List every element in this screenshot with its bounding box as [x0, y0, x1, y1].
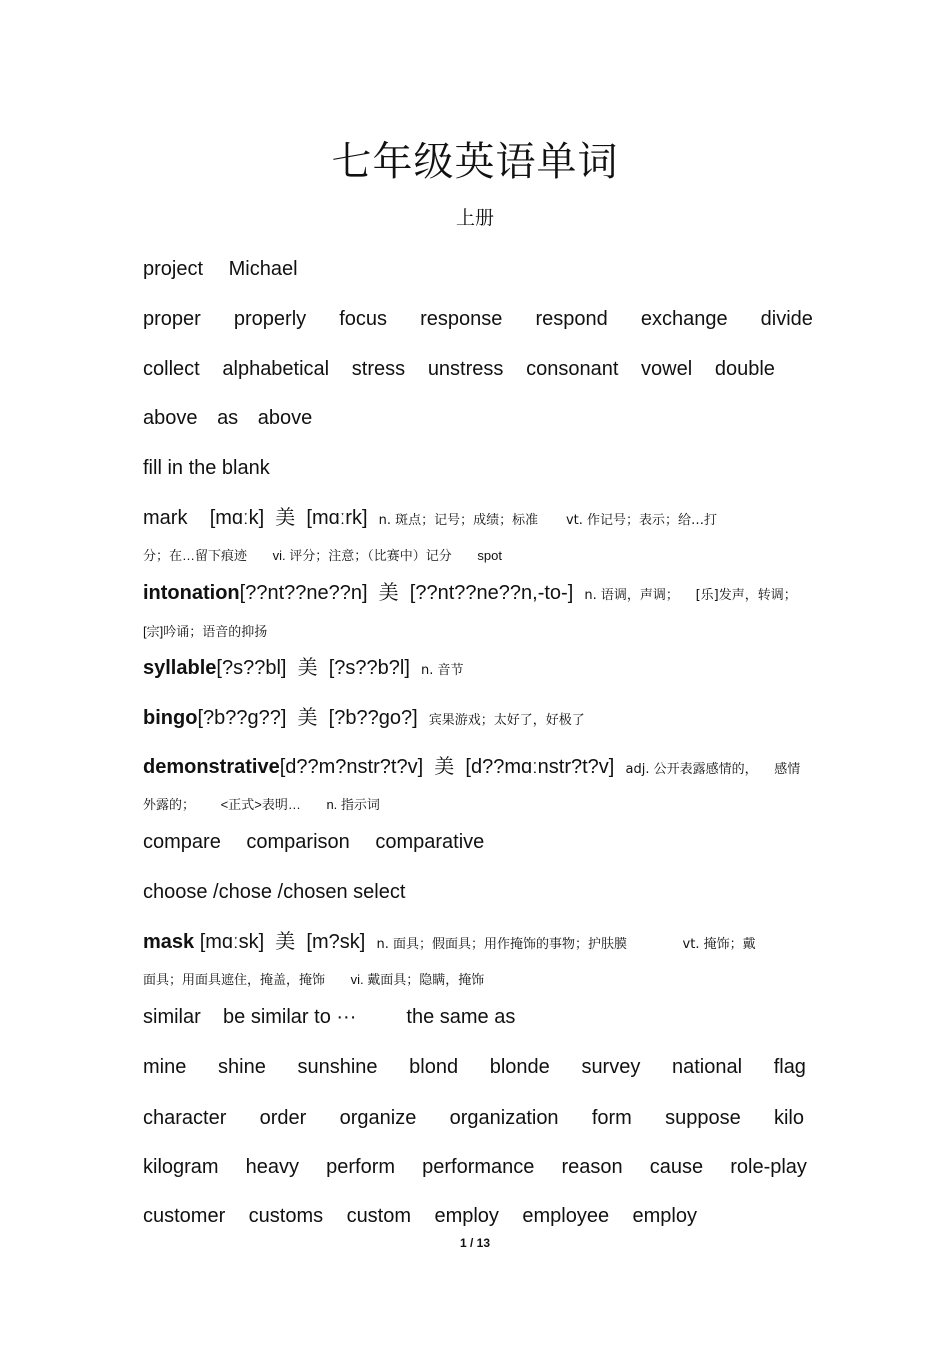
word: comparative: [375, 831, 485, 853]
definition: [乐]发声，转调；: [695, 588, 797, 603]
word-line-8: [143, 1155, 807, 1179]
definition: vt. 作记号；表示；给…打: [565, 513, 718, 528]
word: kilo: [773, 1107, 804, 1129]
word: proper: [143, 308, 201, 330]
word: as above: [217, 407, 313, 429]
word: organization: [449, 1107, 559, 1129]
word: be similar to ···: [223, 1006, 357, 1028]
word-line-compare: [143, 830, 813, 854]
definition: vt. 掩饰；戴: [682, 937, 756, 952]
definition: n. 语调，声调；: [584, 588, 679, 603]
word: consonant: [526, 358, 619, 380]
word-line-6: [143, 1055, 806, 1079]
page-title: 七年级英语单词: [331, 139, 619, 185]
entry-intonation-continued: [143, 621, 289, 640]
word: customer: [143, 1205, 226, 1227]
ipa-uk: [mɑːk]: [209, 507, 265, 529]
word: organize: [339, 1107, 417, 1129]
word: role-play: [730, 1156, 807, 1178]
definition: 宾果游戏；太好了，好极了: [428, 713, 585, 728]
entry-mask: [143, 930, 813, 957]
word-line-9: [143, 1204, 697, 1228]
us-label: 美: [275, 507, 296, 529]
definition: n. 指示词: [326, 797, 380, 812]
entry-mask-continued: [143, 969, 506, 988]
definition: n. 面具；假面具；用作掩饰的事物；护肤膜: [376, 937, 627, 952]
entry-word: mask: [143, 931, 195, 953]
definition: adj. 公开表露感情的，: [625, 762, 758, 777]
us-label: 美: [275, 931, 296, 953]
definition: 面具；用面具遮住，掩盖，掩饰: [143, 972, 326, 987]
word: alphabetical: [222, 358, 330, 380]
ipa-uk: [?b??g??]: [197, 707, 287, 729]
word: kilogram: [143, 1156, 219, 1178]
word: national: [671, 1056, 743, 1078]
ipa-us: [?s??b?l]: [328, 657, 410, 679]
ipa-us: [mɑːrk]: [306, 507, 368, 529]
word: unstress: [427, 358, 504, 380]
word: divide: [760, 308, 813, 330]
ipa-uk: [d??m?nstr?t?v]: [279, 756, 424, 778]
word: order: [259, 1107, 307, 1129]
ipa-us: [d??mɑːnstr?t?v]: [465, 756, 615, 778]
word: respond: [535, 308, 608, 330]
word: reason: [561, 1156, 623, 1178]
word: employ: [434, 1205, 499, 1227]
word: character: [143, 1107, 227, 1129]
entry-word: mark: [143, 507, 188, 529]
entry-demonstrative: [143, 755, 813, 782]
word: perform: [326, 1156, 396, 1178]
us-label: 美: [378, 582, 399, 604]
definition: 分；在…留下痕迹: [143, 548, 248, 563]
word: exchange: [640, 308, 728, 330]
entry-mark: [143, 506, 813, 533]
definition: vi. 戴面具；隐瞒，掩饰: [350, 972, 485, 987]
us-label: 美: [297, 657, 318, 679]
definition: vi. 评分；注意；（比赛中）记分: [272, 548, 452, 563]
word: employee: [522, 1205, 610, 1227]
word: heavy: [245, 1156, 300, 1178]
definition: [宗]吟诵；语音的抑扬: [143, 624, 268, 639]
word: custom: [346, 1205, 412, 1227]
entry-demonstrative-continued: [143, 794, 402, 813]
word-line-2: [143, 307, 813, 331]
entry-bingo: [143, 706, 813, 733]
word: cause: [649, 1156, 704, 1178]
word-line-1: [143, 257, 813, 281]
definition: n. 斑点；记号；成绩；标准: [378, 513, 539, 528]
related-word: spot: [477, 548, 502, 563]
word: compare: [143, 831, 221, 853]
entry-word: syllable: [143, 657, 217, 679]
entry-word: bingo: [143, 707, 198, 729]
word-line-similar: [143, 1005, 813, 1029]
definition: n. 音节: [421, 663, 464, 678]
word: collect: [143, 358, 200, 380]
word: stress: [351, 358, 406, 380]
ipa-uk: [?s??bl]: [216, 657, 287, 679]
word: mine: [143, 1056, 187, 1078]
word: project: [143, 258, 204, 280]
entry-intonation: [143, 581, 813, 608]
entry-word: demonstrative: [143, 756, 280, 778]
word: Michael: [228, 258, 298, 280]
ipa-us: [??nt??ne??n,-to-]: [409, 582, 574, 604]
word: focus: [339, 308, 388, 330]
word: blond: [409, 1056, 459, 1078]
entry-mark-continued: [143, 545, 524, 564]
ipa-uk: [mɑːsk]: [199, 931, 265, 953]
entry-syllable: [143, 656, 813, 683]
word-line-5: fill in the blank: [143, 457, 270, 479]
word: blonde: [489, 1056, 550, 1078]
word: performance: [422, 1156, 535, 1178]
ipa-uk: [??nt??ne??n]: [239, 582, 368, 604]
word: response: [420, 308, 503, 330]
word: similar: [143, 1006, 201, 1028]
ipa-us: [?b??go?]: [328, 707, 418, 729]
word: suppose: [665, 1107, 741, 1129]
word-line-3: [143, 357, 775, 381]
word: customs: [248, 1205, 324, 1227]
word: comparison: [246, 831, 350, 853]
page-number: 1 / 13: [459, 1236, 491, 1250]
word: properly: [233, 308, 307, 330]
word-line-choose: choose /chose /chosen select: [143, 881, 406, 903]
word: shine: [218, 1056, 266, 1078]
word: double: [714, 358, 775, 380]
definition: 外露的；: [143, 797, 196, 812]
word: flag: [773, 1056, 806, 1078]
word: employ: [632, 1205, 697, 1227]
word: survey: [581, 1056, 641, 1078]
definition: <正式>表明…: [220, 797, 301, 812]
word-line-7: [143, 1106, 804, 1130]
us-label: 美: [434, 756, 455, 778]
word: above: [143, 407, 198, 429]
ipa-us: [m?sk]: [306, 931, 366, 953]
us-label: 美: [297, 707, 318, 729]
word: form: [591, 1107, 632, 1129]
definition: 感情: [774, 762, 801, 777]
entry-word: intonation: [143, 582, 240, 604]
word: vowel: [641, 358, 693, 380]
page-subtitle: 上册: [455, 207, 494, 229]
word: sunshine: [297, 1056, 378, 1078]
word-line-4: [143, 406, 813, 430]
word: the same as: [406, 1006, 516, 1028]
